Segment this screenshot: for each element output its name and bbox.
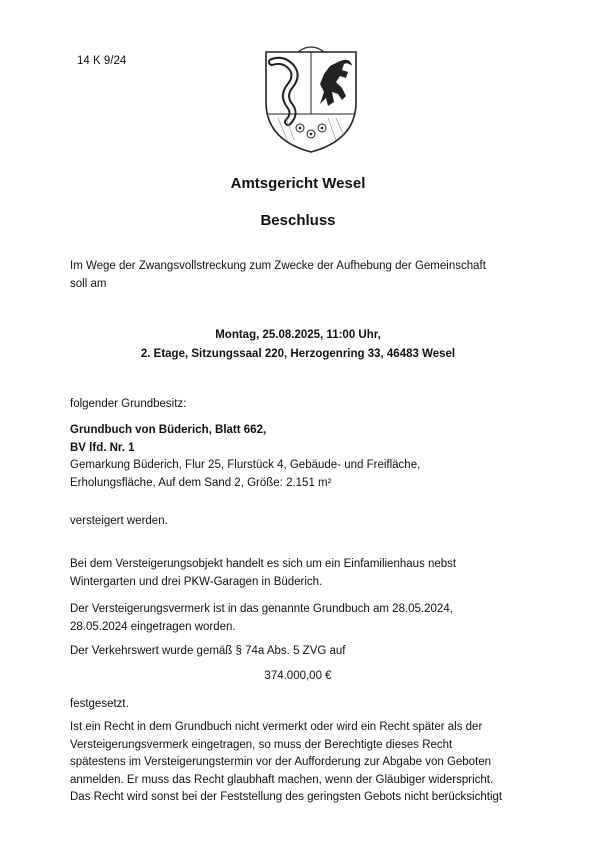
- rights-line: spätestens im Versteigerungstermin vor der Aufforderung zur Abgabe von Geboten: [70, 756, 492, 768]
- document-title: Beschluss: [260, 212, 336, 229]
- auctioned-text: versteigert werden.: [70, 515, 168, 527]
- rights-line: anmelden. Er muss das Recht glaubhaft machen, wenn der Gläubiger widerspricht.: [70, 773, 494, 786]
- property-register: Grundbuch von Büderich, Blatt 662,: [70, 424, 267, 436]
- property-description: Erholungsfläche, Auf dem Sand 2, Größe: 2.151 m²: [70, 476, 332, 489]
- object-line: Wintergarten und drei PKW-Garagen in Büderich.: [70, 575, 323, 588]
- appointment-location: 2. Etage, Sitzungssaal 220, Herzogenring 33, 46483 Wesel: [140, 348, 456, 360]
- nrw-coat-of-arms-icon: [258, 44, 364, 156]
- intro-line: soll am: [70, 277, 107, 290]
- intro-line: Im Wege der Zwangsvollstreckung zum Zwecke der Aufhebung der Gemeinschaft: [70, 260, 486, 272]
- object-line: Bei dem Versteigerungsobjekt handelt es sich um ein Einfamilienhaus nebst: [70, 558, 457, 570]
- rights-paragraph: [70, 719, 540, 807]
- appointment-date-time: Montag, 25.08.2025, 11:00 Uhr,: [215, 329, 381, 341]
- appointment-block: [0, 326, 596, 364]
- object-paragraph: [70, 556, 540, 591]
- property-description: Gemarkung Büderich, Flur 25, Flurstück 4, Gebäude- und Freifläche,: [70, 459, 421, 471]
- court-name: Amtsgericht Wesel: [230, 175, 366, 192]
- market-value: 374.000,00 €: [264, 670, 332, 682]
- property-block: [70, 422, 540, 492]
- rights-line: Ist ein Recht in dem Grundbuch nicht vermerkt oder wird ein Recht später als der: [70, 721, 483, 733]
- registry-paragraph: [70, 601, 540, 636]
- rights-line: Das Recht wird sonst bei der Feststellung des geringsten Gebots nicht berücksichtigt: [70, 791, 503, 803]
- value-intro: Der Verkehrswert wurde gemäß § 74a Abs. 5 ZVG auf: [70, 645, 346, 657]
- case-number: 14 K 9/24: [77, 55, 127, 67]
- rights-line: Versteigerungsvermerk eingetragen, so muss der Berechtigte dieses Recht: [70, 738, 453, 751]
- property-heading: folgender Grundbesitz:: [70, 398, 187, 410]
- intro-paragraph: [70, 258, 540, 293]
- property-entry: BV lfd. Nr. 1: [70, 441, 135, 454]
- registry-line: 28.05.2024 eingetragen worden.: [70, 620, 236, 633]
- registry-line: Der Versteigerungsvermerk ist in das genannte Grundbuch am 28.05.2024,: [70, 603, 453, 615]
- value-outro: festgesetzt.: [70, 698, 129, 710]
